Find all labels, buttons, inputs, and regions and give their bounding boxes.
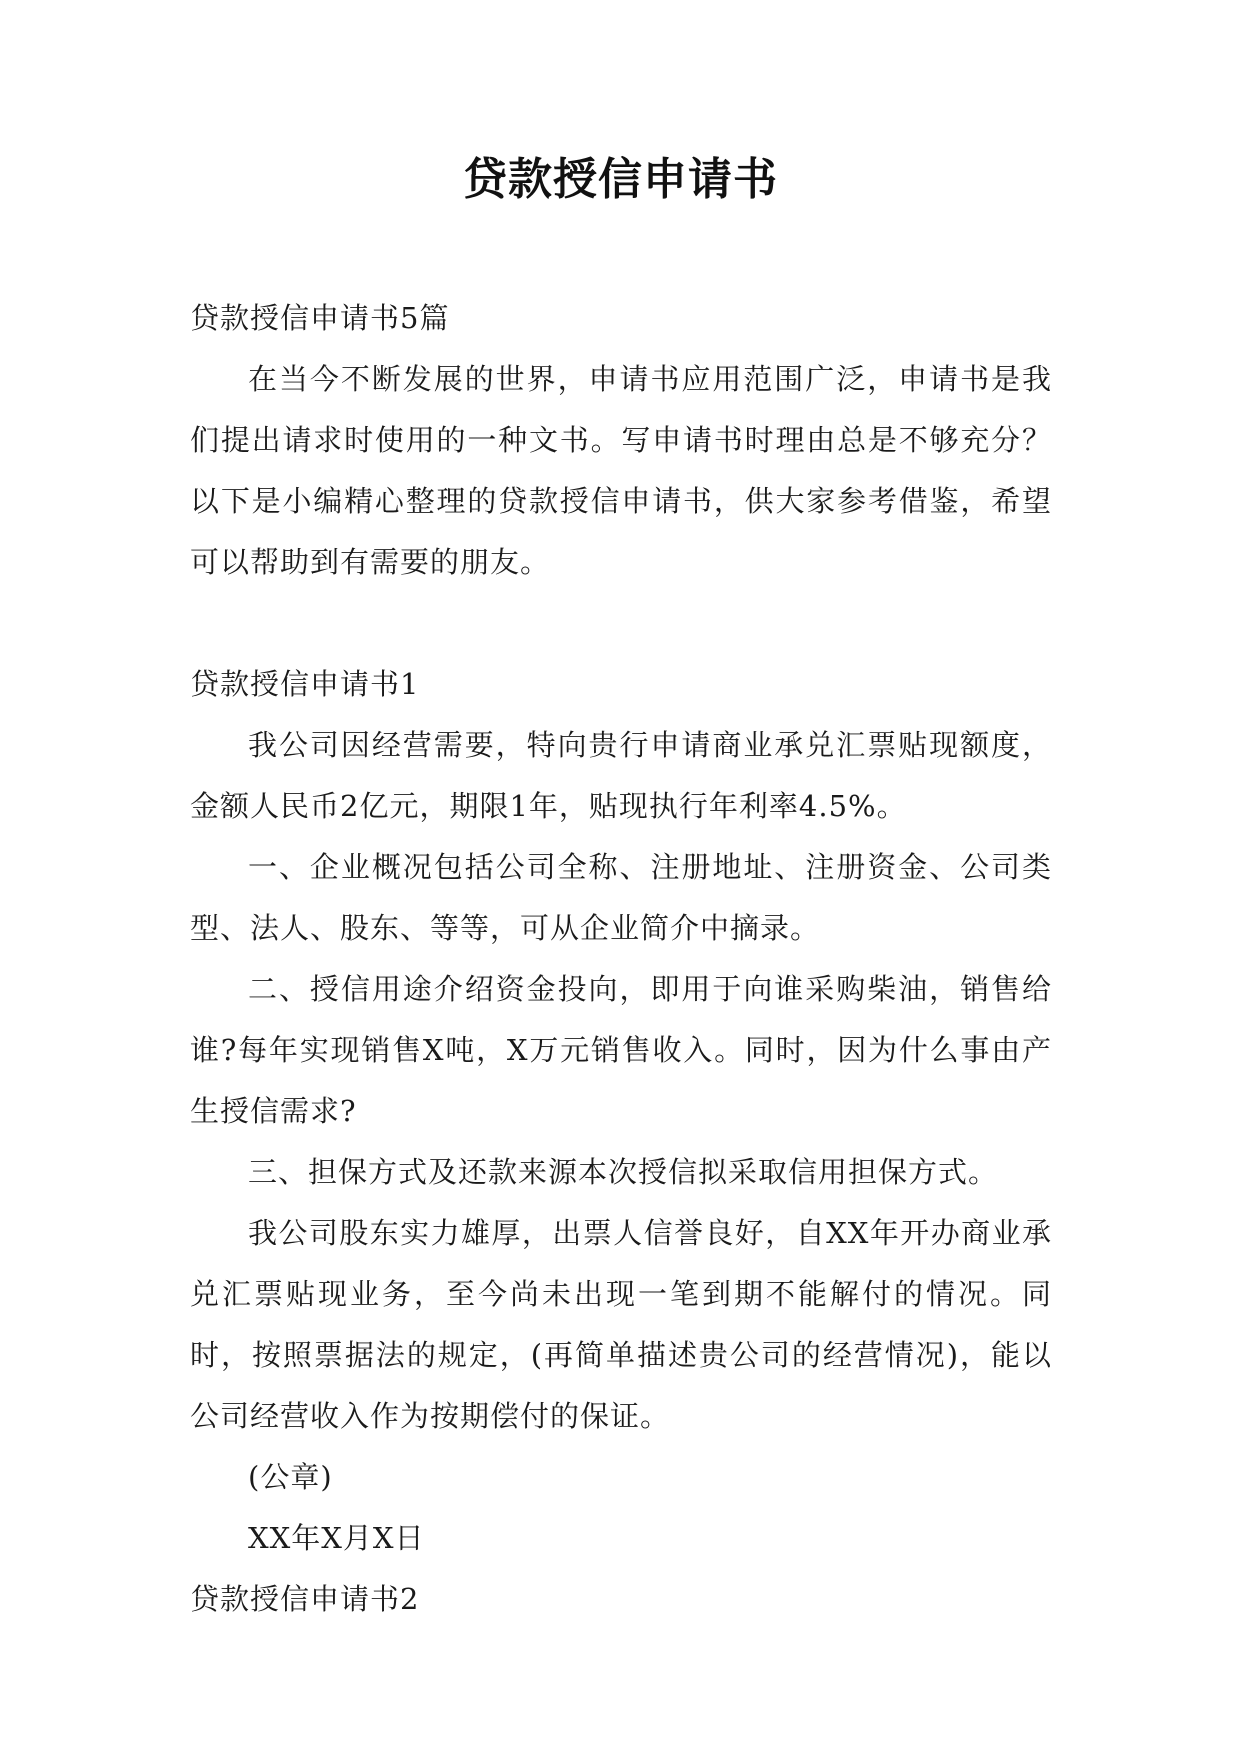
collection-heading: 贷款授信申请书5篇 bbox=[190, 301, 450, 335]
date-line: XX年X月X日 bbox=[248, 1521, 425, 1555]
paragraph-guarantee: 三、担保方式及还款来源本次授信拟采取信用担保方式。 bbox=[248, 1155, 999, 1189]
paragraph-credit-purpose: 二、授信用途介绍资金投向，即用于向谁采购柴油，销售给谁?每年实现销售X吨，X万元销售收入。同时，因为什么事由产生授信需求? bbox=[190, 972, 1052, 1128]
paragraph-application: 我公司因经营需要，特向贵行申请商业承兑汇票贴现额度，金额人民币2亿元，期限1年，贴现执行年利率4.5%。 bbox=[190, 728, 1052, 823]
document-body bbox=[190, 288, 1052, 1630]
paragraph-shareholders: 我公司股东实力雄厚，出票人信誉良好，自XX年开办商业承兑汇票贴现业务，至今尚未出现一笔到期不能解付的情况。同时，按照票据法的规定，(再简单描述贵公司的经营情况)，能以公司经营收入作为按期偿付的保证。 bbox=[190, 1216, 1052, 1433]
intro-paragraph: 在当今不断发展的世界，申请书应用范围广泛，申请书是我们提出请求时使用的一种文书。写申请书时理由总是不够充分？以下是小编精心整理的贷款授信申请书，供大家参考借鉴，希望可以帮助到有需要的朋友。 bbox=[190, 362, 1052, 579]
section-heading-2: 贷款授信申请书2 bbox=[190, 1582, 420, 1616]
paragraph-company-overview: 一、企业概况包括公司全称、注册地址、注册资金、公司类型、法人、股东、等等，可从企业简介中摘录。 bbox=[190, 850, 1052, 945]
document-title: 贷款授信申请书 bbox=[463, 154, 778, 205]
blank-line bbox=[190, 593, 1052, 654]
seal-label: (公章) bbox=[248, 1460, 333, 1494]
section-heading-1: 贷款授信申请书1 bbox=[190, 667, 420, 701]
